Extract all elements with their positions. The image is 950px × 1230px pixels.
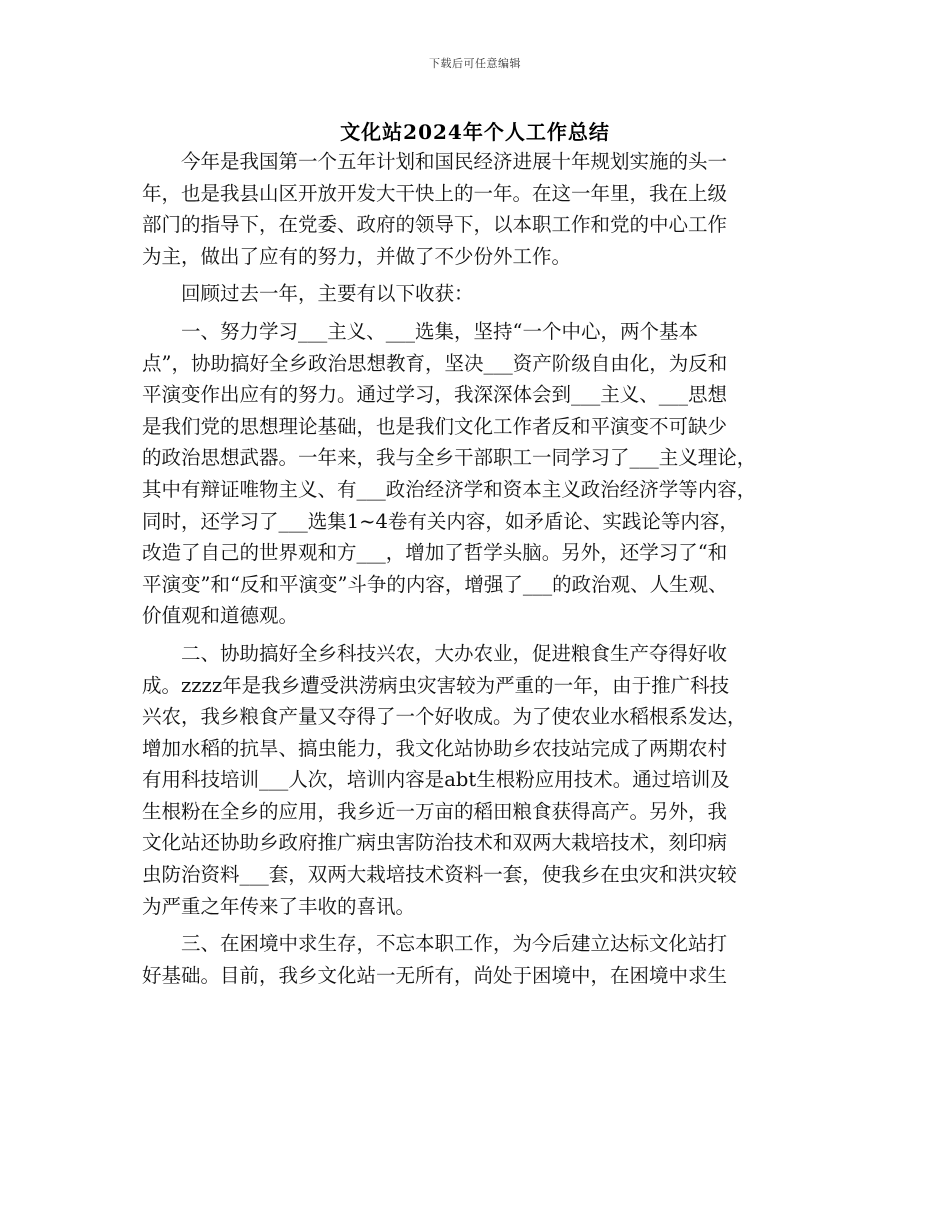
document-body bbox=[142, 146, 822, 991]
paragraph-section-1: 一、努力学习___主义、___选集，坚持“一个中心，两个基本 点”，协助搞好全乡政治思想教育，坚决___资产阶级自由化，为反和 平演变作出应有的努力。通过学习，我深深体会到___主义、___思想 是我们党的思想理论基础，也是我们文化工作者反和平演变不可缺少 的政治思想武器。一年来，我与全乡干部职工一同学习了___主义理论， 其中有辩证唯物主义、有___政治经济学和资本主义政治经济学等内容， 同时，还学习了___选集1~4卷有关内容，如矛盾论、实践论等内容， 改造了自己的世界观和方___，增加了哲学头脑。另外，还学习了“和 平演变”和“反和平演变”斗争的内容，增强了___的政治观、人生观、 价值观和道德观。 bbox=[142, 319, 757, 628]
paragraph-section-2: 二、协助搞好全乡科技兴农，大办农业，促进粮食生产夺得好收 成。zzzz年是我乡遭受洪涝病虫灾害较为严重的一年，由于推广科技 兴农，我乡粮食产量又夺得了一个好收成。为了使农业水稻根系发达， 增加水稻的抗旱、搞虫能力，我文化站协助乡农技站完成了两期农村 有用科技培训___人次，培训内容是abt生根粉应用技术。通过培训及 生根粉在全乡的应用，我乡近一万亩的稻田粮食获得高产。另外，我 文化站还协助乡政府推广病虫害防治技术和双两大栽培技术，刻印病 虫防治资料___套，双两大栽培技术资料一套，使我乡在虫灾和洪灾较 为严重之年传来了丰收的喜讯。 bbox=[142, 641, 747, 918]
paragraph-review: 回顾过去一年，主要有以下收获： bbox=[181, 282, 474, 306]
header-note: 下载后可任意编辑 bbox=[429, 57, 521, 70]
paragraph-intro: 今年是我国第一个五年计划和国民经济进展十年规划实施的头一 年，也是我县山区开放开发大干快上的一年。在这一年里，我在上级 部门的指导下，在党委、政府的领导下，以本职工作和党的中心工作 为主，做出了应有的努力，并做了不少份外工作。 bbox=[142, 150, 728, 268]
paragraph-section-3: 三、在困境中求生存，不忘本职工作，为今后建立达标文化站打 好基础。目前，我乡文化站一无所有，尚处于困境中，在困境中求生 bbox=[142, 932, 728, 987]
document-title: 文化站2024年个人工作总结 bbox=[340, 120, 610, 144]
